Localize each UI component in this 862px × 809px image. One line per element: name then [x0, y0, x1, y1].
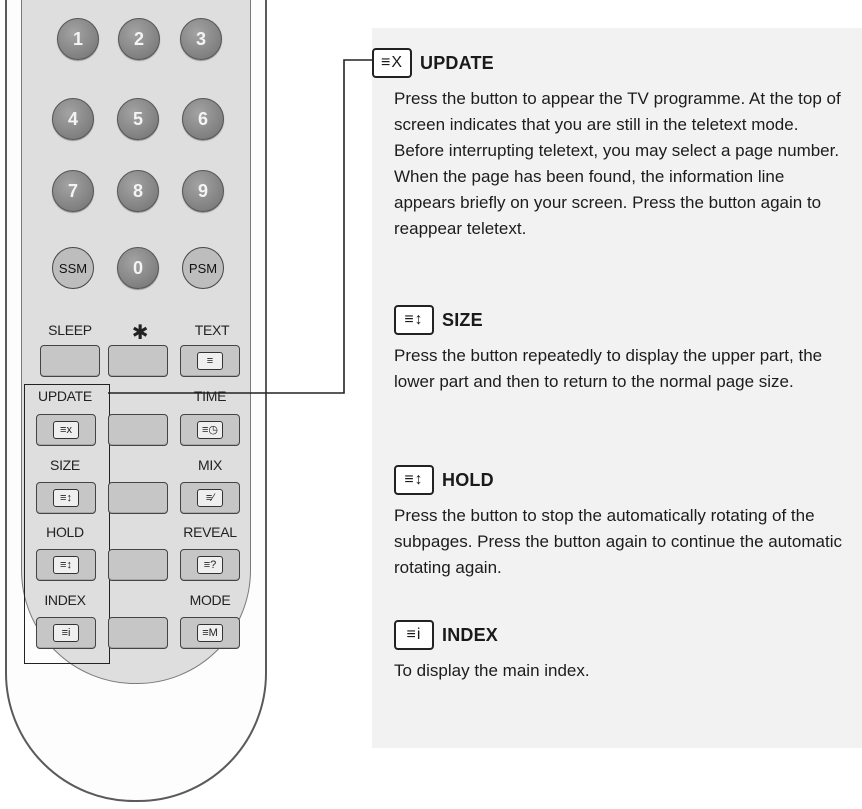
reveal-icon: ≡? — [197, 556, 223, 574]
entry-index — [372, 618, 852, 684]
update-label: UPDATE — [38, 388, 92, 404]
mix-label: MIX — [198, 457, 222, 473]
size-icon: ≡↕ — [53, 489, 79, 507]
number-button-6[interactable]: 6 — [182, 98, 224, 140]
number-button-0[interactable]: 0 — [117, 247, 159, 289]
hold-icon: ≡↕ — [53, 556, 79, 574]
update-button[interactable] — [36, 414, 96, 446]
time-button[interactable] — [180, 414, 240, 446]
size-label: SIZE — [50, 457, 80, 473]
entry-title: HOLD — [442, 469, 494, 490]
description-panel — [372, 28, 862, 748]
entry-body: Press the button to appear the TV programme. At the top of screen indicates that you are still in the teletext mode. Before interrupting teletext, you may select a page number. When the page has been found, the information line appears briefly on your screen. Press the button again to reappear teletext. — [394, 89, 841, 238]
index-button[interactable] — [36, 617, 96, 649]
text-label: TEXT — [194, 322, 230, 338]
entry-title: UPDATE — [420, 52, 494, 73]
number-button-7[interactable]: 7 — [52, 170, 94, 212]
hold-icon: ≡↕ — [394, 465, 434, 495]
index-icon: ≡i — [394, 620, 434, 650]
number-button-8[interactable]: 8 — [117, 170, 159, 212]
blank-button-1[interactable] — [108, 414, 168, 446]
star-button[interactable] — [108, 345, 168, 377]
mode-button[interactable] — [180, 617, 240, 649]
update-icon: ≡x — [53, 421, 79, 439]
entry-title: INDEX — [442, 624, 499, 645]
teletext-icon: ≡ — [197, 352, 223, 370]
entry-body: Press the button repeatedly to display the upper part, the lower part and then to return to the normal page size. — [394, 346, 823, 391]
number-button-1[interactable]: 1 — [57, 18, 99, 60]
mix-button[interactable] — [180, 482, 240, 514]
blank-button-2[interactable] — [108, 482, 168, 514]
entry-title: SIZE — [442, 309, 483, 330]
number-button-5[interactable]: 5 — [117, 98, 159, 140]
sleep-button[interactable] — [40, 345, 100, 377]
entry-size — [372, 303, 852, 395]
blank-button-3[interactable] — [108, 549, 168, 581]
sleep-label: SLEEP — [48, 322, 92, 338]
entry-hold — [372, 463, 852, 581]
index-label: INDEX — [44, 592, 86, 608]
ssm-button[interactable]: SSM — [52, 247, 94, 289]
hold-label: HOLD — [46, 524, 84, 540]
mix-icon: ≡∕ — [197, 489, 223, 507]
blank-button-4[interactable] — [108, 617, 168, 649]
number-button-2[interactable]: 2 — [118, 18, 160, 60]
reveal-label: REVEAL — [183, 524, 237, 540]
number-button-4[interactable]: 4 — [52, 98, 94, 140]
index-icon: ≡i — [53, 624, 79, 642]
hold-button[interactable] — [36, 549, 96, 581]
mode-icon: ≡M — [197, 624, 223, 642]
time-label: TIME — [193, 388, 227, 404]
entry-body: To display the main index. — [394, 661, 590, 680]
mode-label: MODE — [189, 592, 231, 608]
size-icon: ≡↕ — [394, 305, 434, 335]
number-button-9[interactable]: 9 — [182, 170, 224, 212]
number-button-3[interactable]: 3 — [180, 18, 222, 60]
text-button[interactable] — [180, 345, 240, 377]
entry-body: Press the button to stop the automatically rotating of the subpages. Press the button again to continue the automatic rotating again. — [394, 506, 842, 577]
clock-icon: ≡◷ — [197, 421, 223, 439]
entry-update — [372, 46, 852, 242]
star-label: ✱ — [131, 322, 149, 344]
psm-button[interactable]: PSM — [182, 247, 224, 289]
size-button[interactable] — [36, 482, 96, 514]
reveal-button[interactable] — [180, 549, 240, 581]
update-icon: ≡X — [372, 48, 412, 78]
